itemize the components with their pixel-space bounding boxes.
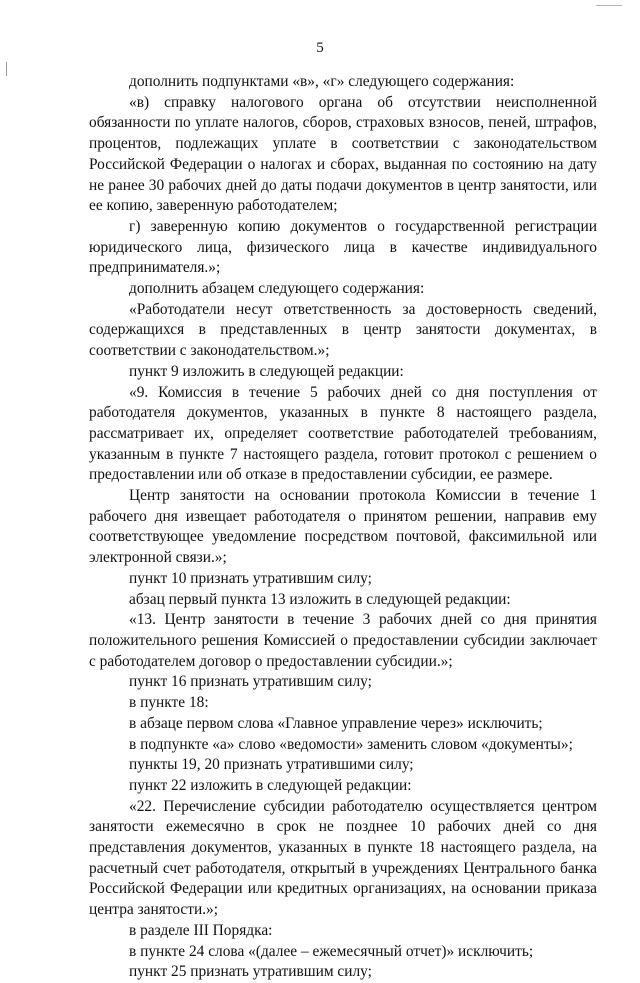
paragraph: в пункте 24 слова «(далее – ежемесячный отчет)» исключить; <box>129 942 534 960</box>
page-number: 5 <box>316 40 324 56</box>
scan-mark-left <box>6 62 7 76</box>
paragraph: пункты 19, 20 признать утратившими силу; <box>129 756 414 774</box>
paragraph: «22. Перечисление субсидии работодателю осуществляется центром занятости ежемесячно в срок не позднее 10 рабочих дней со дня представления документов, указанных в пункте 18 настоящего раздела, на расчетный счет работодателя, открытый в учреждениях Центрального банка Российской Федерации или кредитных организациях, на основании приказа центра занятости.»; <box>89 797 597 919</box>
paragraph: «9. Комиссия в течение 5 рабочих дней со дня поступления от работодателя документов, указанных в пункте 8 настоящего раздела, рассматривает их, определяет соответствие работодателей требованиям, указанным в пункте 7 настоящего раздела, готовит протокол с решением о предоставлении или об отказе в предоставлении субсидии, ее размере. <box>89 383 597 484</box>
paragraph: абзац первый пункта 13 изложить в следующей редакции: <box>129 590 511 608</box>
paragraph: дополнить абзацем следующего содержания: <box>129 280 425 298</box>
paragraph: пункт 9 изложить в следующей редакции: <box>129 362 404 380</box>
paragraph: «13. Центр занятости в течение 3 рабочих дней со дня принятия положительного решения Комиссией о предоставлении субсидии заключает с работодателем договор о предоставлении субсидии.»; <box>89 611 597 670</box>
paragraph: г) заверенную копию документов о государственной регистрации юридического лица, физического лица в качестве индивидуального предпринимателя.»; <box>89 217 597 277</box>
paragraph: пункт 10 признать утратившим силу; <box>129 569 372 587</box>
paragraph: Центр занятости на основании протокола Комиссии в течение 1 рабочего дня извещает работодателя о принятом решении, направив ему соответствующее уведомление посредством почтовой, факсимильной или электронной связи.»; <box>89 487 597 567</box>
paragraph: пункт 22 изложить в следующей редакции: <box>129 776 412 794</box>
paragraph: дополнить подпунктами «в», «г» следующего содержания: <box>129 73 515 90</box>
paragraph: «Работодатели несут ответственность за достоверность сведений, содержащихся в представленных в центр занятости документах, в соответствии с законодательством.»; <box>89 300 597 360</box>
paragraph: пункт 16 признать утратившим силу; <box>129 673 372 691</box>
paragraph: в подпункте «а» слово «ведомости» заменить словом «документы»; <box>129 735 573 753</box>
scan-mark-top <box>596 5 622 6</box>
paragraph: в пункте 18: <box>129 694 209 712</box>
paragraph: «в) справку налогового органа об отсутствии неисполненной обязанности по уплате налогов, сборов, страховых взносов, пеней, штрафов, процентов, подлежащих уплате в соответствии с законодательством Российской Федерации о налогах и сборах, выданная по состоянию на дату не ранее 30 рабочих дней до даты подачи документов в центр занятости, или ее копию, заверенную работодателем; <box>89 93 597 215</box>
paragraph: в абзаце первом слова «Главное управление через» исключить; <box>129 714 543 732</box>
paragraph: в разделе III Порядка: <box>129 921 273 939</box>
paragraph: пункт 25 признать утратившим силу; <box>129 963 372 981</box>
document-body <box>89 72 597 983</box>
